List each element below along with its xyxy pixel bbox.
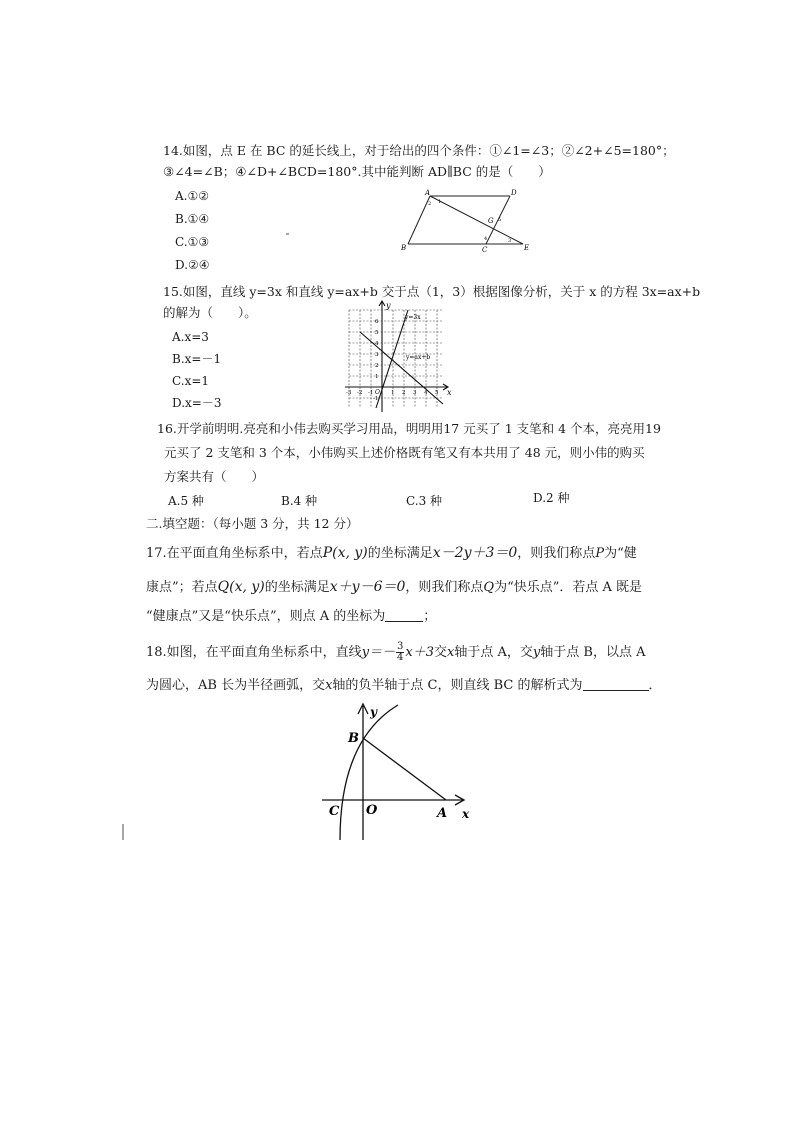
label-x: x: [462, 807, 470, 821]
q18-answer-blank[interactable]: [583, 678, 649, 691]
q18-text-1b: 交: [434, 645, 448, 660]
var-p: P: [595, 546, 605, 561]
var-x-2: x: [325, 678, 333, 693]
q16-option-d[interactable]: D.2 种: [533, 491, 570, 505]
ytick-2: 2: [375, 363, 379, 369]
q17-text-1a: 17.在平面直角坐标系中，若点: [146, 546, 323, 561]
ytick-4: 4: [375, 341, 379, 347]
xtick-3: 3: [413, 390, 417, 396]
q16-option-c[interactable]: C.3 种: [406, 494, 443, 508]
arc-bc: [340, 705, 398, 840]
xtick-4: 4: [424, 390, 428, 396]
line2-label: y=ax+b: [406, 354, 431, 361]
q17-answer-blank[interactable]: [385, 609, 423, 622]
q17-line1: [146, 546, 637, 560]
var-x: x: [447, 645, 455, 660]
q15-line1: 15.如图，直线 y=3x 和直线 y=ax+b 交于点（1，3）根据图像分析，关于 x 的方程 3x=ax+b: [163, 284, 701, 299]
q16-option-a[interactable]: A.5 种: [168, 494, 204, 508]
segment-ab: [363, 738, 446, 800]
line1-label: y=3x: [405, 314, 421, 321]
xtick--2: -2: [357, 390, 363, 396]
q17-text-3-end: ；: [423, 609, 437, 624]
q18-text-1a: 18.如图，在平面直角坐标系中，直线: [146, 645, 362, 660]
label-a: A: [425, 189, 431, 197]
ytick-5: 5: [375, 330, 379, 336]
segment-ab: [408, 196, 430, 244]
q17-text-2d: 为“快乐点”．若点 A 既是: [494, 580, 643, 595]
q17-text-2b: 的坐标满足: [264, 580, 330, 595]
label-g: G: [488, 217, 494, 225]
angle-5-label: 5: [498, 217, 502, 223]
q14-option-b[interactable]: B.①④: [175, 212, 210, 226]
q17-text-3: “健康点”又是“快乐点”，则点 A 的坐标为: [146, 609, 386, 624]
label-d: D: [511, 189, 517, 197]
q16-line2: 元买了 2 支笔和 3 个本，小伟购买上述价格既有笔又有本共用了 48 元，则小伟的购买: [164, 445, 645, 460]
xtick-2: 2: [402, 390, 406, 396]
origin-label: O: [375, 389, 380, 396]
q18-text-2a: 为圆心，AB 长为半径画弧，交: [146, 678, 326, 693]
q14-parallelogram-figure: [398, 188, 533, 254]
q15-option-d[interactable]: D.x=－3: [172, 396, 222, 410]
q18-circle-arc-figure: [318, 700, 478, 850]
q17-text-1b: 的坐标满足: [367, 546, 433, 561]
label-c: C: [482, 246, 488, 254]
var-y: y: [532, 645, 541, 660]
q17-text-2c: ，则我们称点: [405, 580, 484, 595]
q18-text-2-end: ．: [648, 678, 662, 693]
q17-text-1c: ，则我们称点: [517, 546, 596, 561]
q17-text-1d: 为“健: [604, 546, 637, 561]
point-p: P(x, y): [322, 545, 368, 561]
q15-option-b[interactable]: B.x=－1: [172, 352, 222, 366]
label-b: B: [401, 244, 407, 252]
q17-text-2a: 康点”；若点: [146, 580, 218, 595]
q14-option-c[interactable]: C.①③: [175, 235, 210, 249]
point-q: Q(x, y): [217, 579, 265, 595]
angle-3-label: 3: [508, 238, 512, 244]
q18-text-1d: 轴于点 B，以点 A: [540, 645, 646, 660]
q16-option-b[interactable]: B.4 种: [281, 494, 318, 508]
q14-option-d[interactable]: D.②④: [175, 258, 210, 272]
q18-text-1c: 轴于点 A，交: [454, 645, 533, 660]
label-a: A: [437, 806, 448, 821]
q17-line3: [146, 609, 436, 623]
q18-eq-suffix: x＋3: [405, 645, 435, 660]
angle-1-label: 1: [438, 199, 442, 205]
q16-line1: 16.开学前明明.亮亮和小伟去购买学习用品，明明用17 元买了 1 支笔和 4 个本，亮亮用19: [157, 421, 661, 436]
q15-option-a[interactable]: A.x=3: [172, 330, 209, 344]
q14-line1: 14.如图，点 E 在 BC 的延长线上，对于给出的四个条件：①∠1=∠3；②∠2+∠5=180°；: [163, 143, 675, 158]
label-e: E: [524, 244, 530, 252]
q14-line2: ③∠4=∠B；④∠D+∠BCD=180°.其中能判断 AD∥BC 的是（ ）: [163, 164, 551, 179]
ytick--1: -1: [373, 396, 379, 402]
xtick-5: 5: [435, 390, 439, 396]
q18-eq-prefix: y＝－: [361, 645, 396, 660]
var-q: Q: [483, 580, 495, 595]
equation-2: x＋y－6＝0: [329, 579, 406, 595]
ytick-6: 6: [375, 319, 379, 325]
x-axis-label: x: [447, 388, 452, 397]
fraction-three-quarters: [396, 642, 404, 663]
frac-numerator: 3: [397, 641, 404, 652]
angle-4-label: 4: [484, 236, 488, 242]
q18-line2: [146, 678, 662, 692]
angle-2-label: 2: [428, 201, 432, 207]
label-o: O: [366, 803, 378, 818]
section-fill-in-blank-title: 二.填空题：（每小题 3 分，共 12 分）: [146, 516, 359, 531]
xtick-1: 1: [391, 390, 395, 396]
q14-option-a[interactable]: A.①②: [175, 189, 209, 203]
equation-1: x－2y＋3＝0: [432, 545, 518, 561]
xtick--1: -1: [368, 390, 374, 396]
segment-ae: [430, 196, 523, 244]
q18-line1: [146, 642, 646, 663]
label-y: y: [370, 705, 377, 719]
ytick-3: 3: [375, 352, 379, 358]
q15-graph-figure: [343, 300, 456, 415]
scan-dot: [286, 233, 289, 235]
ytick-1: 1: [375, 374, 379, 380]
frac-denominator: 4: [397, 652, 404, 663]
q16-line3: 方案共有（ ）: [164, 469, 265, 484]
label-c: C: [329, 804, 340, 819]
y-axis-label: y: [386, 301, 391, 310]
q15-option-c[interactable]: C.x=1: [172, 374, 210, 388]
scan-mark: [122, 824, 124, 840]
xtick--3: -3: [346, 390, 352, 396]
q15-line2: 的解为（ ）。: [163, 305, 257, 320]
label-b: B: [348, 731, 359, 746]
q18-text-2b: 轴的负半轴于点 C，则直线 BC 的解析式为: [332, 678, 583, 693]
q17-line2: [146, 580, 642, 594]
